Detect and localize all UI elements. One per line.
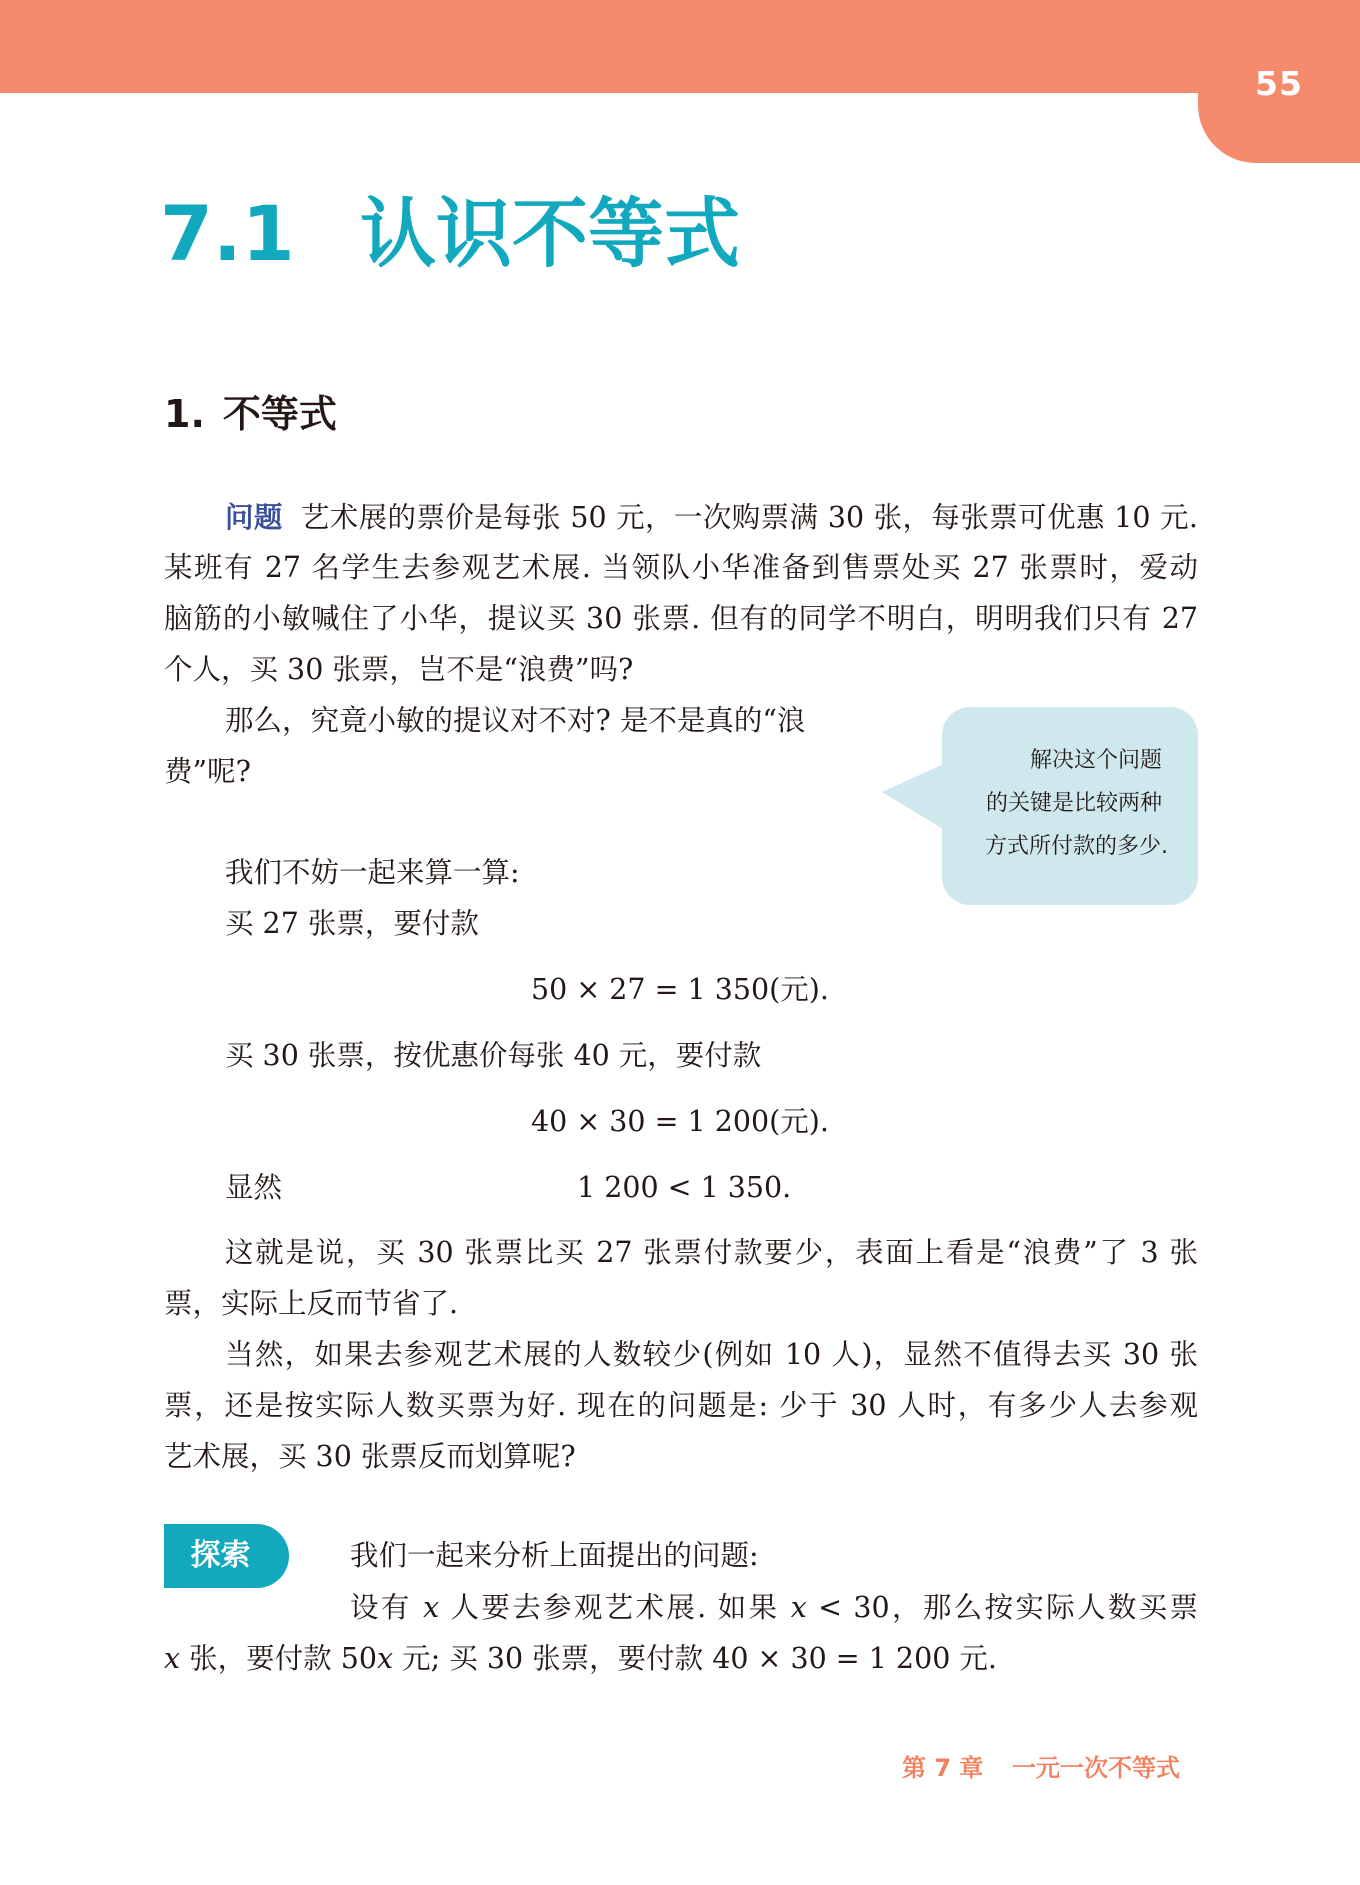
- calc-case-2: 买 30 张票，按优惠价每张 40 元，要付款: [225, 1039, 762, 1072]
- discussion-line-1: 这就是说，买 30 张票比买 27 张票付款要少，表面上看是“浪费”了 3 张: [225, 1236, 1198, 1269]
- section-number: 7.1: [160, 189, 295, 278]
- formula-1: 50 × 27 = 1 350(元).: [531, 973, 829, 1006]
- header-band: [0, 0, 1360, 93]
- callout-tail: [882, 762, 948, 832]
- calc-intro: 我们不妨一起来算一算:: [225, 856, 520, 889]
- discussion-line-5: 艺术展，买 30 张票反而划算呢?: [164, 1440, 576, 1473]
- problem-line-4: 个人，买 30 张票，岂不是“浪费”吗?: [164, 653, 634, 686]
- problem-line-6: 费”呢?: [164, 755, 251, 788]
- calc-case-1: 买 27 张票，要付款: [225, 907, 479, 940]
- problem-line-3: 脑筋的小敏喊住了小华，提议买 30 张票. 但有的同学不明白，明明我们只有 27: [164, 602, 1198, 635]
- callout-line-3: 方式所付款的多少.: [985, 834, 1168, 859]
- explore-line-1: 我们一起来分析上面提出的问题:: [350, 1539, 759, 1572]
- footer-chapter: 第 7 章: [902, 1754, 984, 1782]
- formula-2: 40 × 30 = 1 200(元).: [531, 1105, 829, 1138]
- problem-line-2: 某班有 27 名学生去参观艺术展. 当领队小华准备到售票处买 27 张票时，爱动: [164, 551, 1198, 584]
- subsection-title: [164, 390, 337, 438]
- callout-line-2: 的关键是比较两种: [985, 791, 1162, 816]
- problem-line-1: 问题 艺术展的票价是每张 50 元，一次购票满 30 张，每张票可优惠 10 元.: [225, 501, 1198, 534]
- callout-line-1: 解决这个问题: [1029, 748, 1162, 773]
- conclusion-label: 显然: [225, 1171, 283, 1204]
- discussion-line-2: 票，实际上反而节省了.: [164, 1287, 459, 1320]
- subsection-number: 1.: [164, 392, 205, 436]
- conclusion-inequality: 1 200 < 1 350.: [577, 1171, 792, 1204]
- explore-line-2: 设有 x 人要去参观艺术展. 如果 x < 30，那么按实际人数买票: [350, 1591, 1199, 1624]
- footer-chapter-title: 一元一次不等式: [1012, 1754, 1180, 1782]
- discussion-line-3: 当然，如果去参观艺术展的人数较少(例如 10 人)，显然不值得去买 30 张: [225, 1338, 1198, 1371]
- problem-keyword: 问题: [225, 501, 283, 534]
- explore-badge: 探索: [164, 1524, 289, 1588]
- problem-line-5: 那么，究竟小敏的提议对不对? 是不是真的“浪: [225, 704, 806, 737]
- section-title: [160, 188, 740, 280]
- hint-callout: [942, 707, 1198, 905]
- page-number: 55: [1255, 64, 1303, 103]
- discussion-line-4: 票，还是按实际人数买票为好. 现在的问题是: 少于 30 人时，有多少人去参观: [164, 1389, 1198, 1422]
- subsection-title-text: 不等式: [222, 392, 337, 436]
- section-title-text: 认识不等式: [360, 189, 740, 278]
- explore-line-3: x 张，要付款 50x 元; 买 30 张票，要付款 40 × 30 = 1 200 元.: [164, 1642, 997, 1675]
- page-number-tab: [1198, 0, 1360, 163]
